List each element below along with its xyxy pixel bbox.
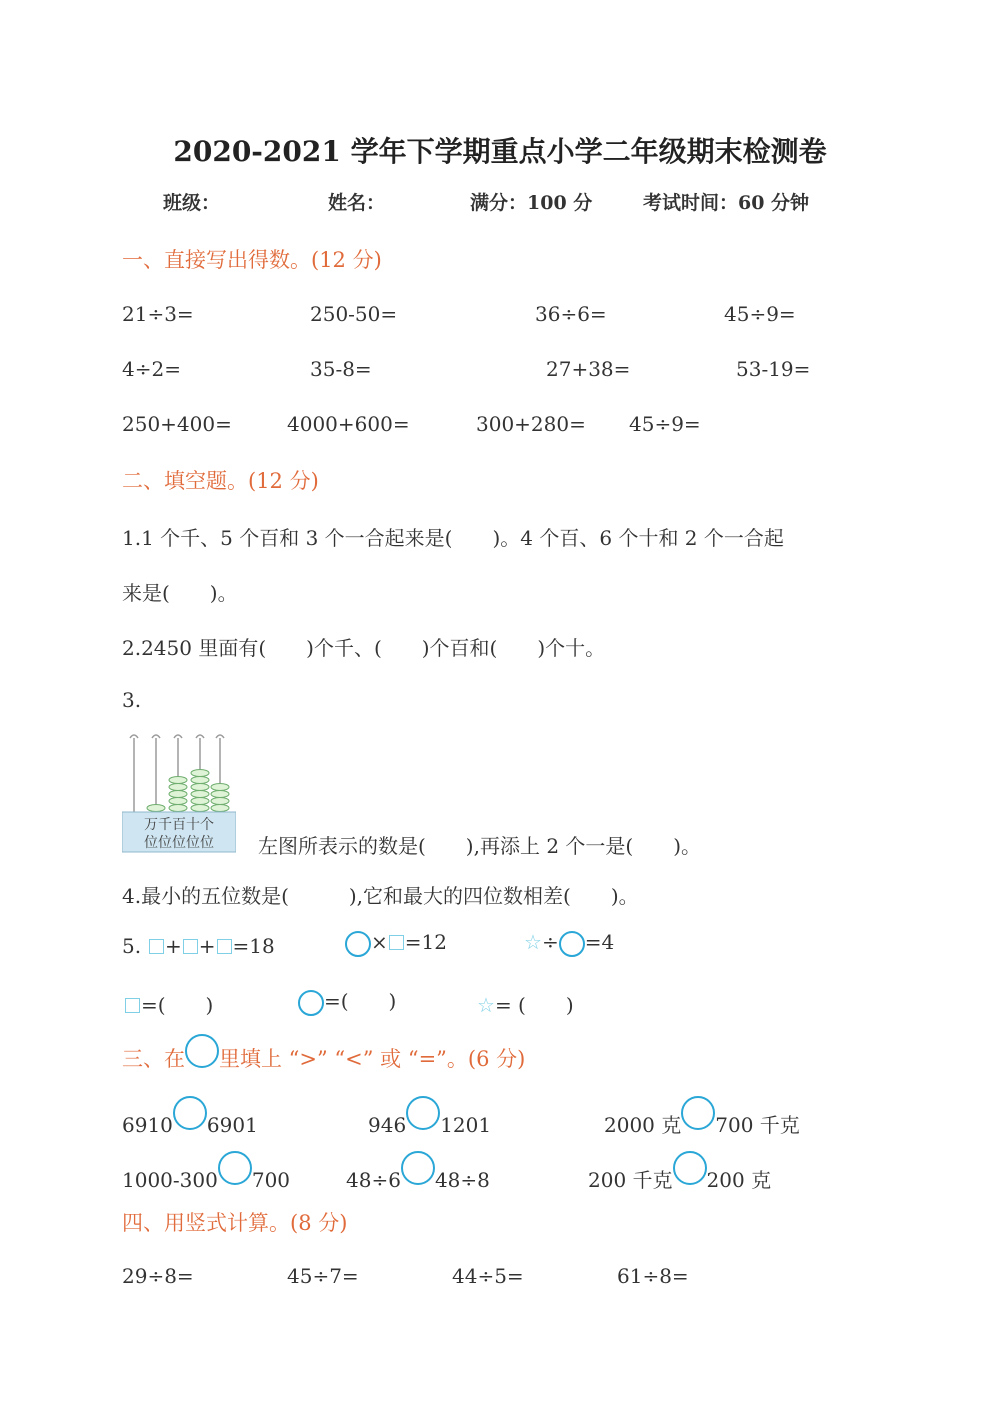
s4-item: 29÷8=	[122, 1264, 194, 1288]
circle-icon	[185, 1034, 219, 1068]
question-1-line2: 来是( )。	[122, 581, 238, 605]
time-label: 考试时间：60 分钟	[643, 192, 810, 214]
question-3-number: 3.	[122, 688, 142, 712]
s1-item: 250+400=	[122, 412, 232, 436]
compare-item: 6910 6901	[122, 1096, 258, 1137]
circle-icon[interactable]	[406, 1096, 440, 1130]
s4-item: 45÷7=	[287, 1264, 359, 1288]
s1-item: 53-19=	[736, 357, 811, 381]
circle-icon[interactable]	[681, 1096, 715, 1130]
s4-item: 44÷5=	[452, 1264, 524, 1288]
star-icon: ☆	[524, 930, 542, 954]
circle-icon	[559, 931, 585, 957]
question-5-number: 5.	[122, 934, 142, 958]
s1-item: 4÷2=	[122, 357, 181, 381]
s1-item: 35-8=	[310, 357, 372, 381]
s1-item: 27+38=	[546, 357, 631, 381]
name-label: 姓名：	[328, 192, 386, 214]
question-1-line1: 1.1 个千、5 个百和 3 个一合起来是( )。4 个百、6 个十和 2 个一合起	[122, 526, 784, 550]
section4-heading: 四、用竖式计算。(8 分)	[122, 1211, 348, 1235]
star-icon: ☆	[477, 993, 495, 1017]
abacus-image	[122, 732, 236, 854]
square-icon	[125, 998, 140, 1013]
s4-item: 61÷8=	[617, 1264, 689, 1288]
q5-answer-circle: =( )	[298, 985, 396, 1016]
abacus-label-bottom: 位位位位位	[144, 835, 214, 851]
square-icon	[389, 935, 404, 950]
s1-item: 300+280=	[476, 412, 586, 436]
s1-item: 36÷6=	[535, 302, 607, 326]
question-4: 4.最小的五位数是( ),它和最大的四位数相差( )。	[122, 884, 639, 908]
circle-icon[interactable]	[673, 1151, 707, 1185]
q5-answer-star: ☆= ( )	[477, 993, 574, 1017]
square-icon	[217, 939, 232, 954]
q5-answer-square: =( )	[124, 989, 213, 1018]
section1-heading: 一、直接写出得数。(12 分)	[122, 248, 382, 272]
abacus-label-top: 万千百十个	[144, 817, 214, 833]
circle-icon[interactable]	[401, 1151, 435, 1185]
compare-item: 1000-300 700	[122, 1151, 290, 1192]
section3-heading: 三、在 里填上 “>” “<” 或 “=”。(6 分)	[122, 1034, 525, 1073]
compare-item: 48÷6 48÷8	[346, 1151, 490, 1192]
question-3-text: 左图所表示的数是( ),再添上 2 个一是( )。	[258, 834, 702, 858]
compare-item: 2000 克 700 千克	[604, 1096, 800, 1138]
s1-item: 45÷9=	[724, 302, 796, 326]
q5-equation-2: × =12	[345, 930, 447, 957]
section2-heading: 二、填空题。(12 分)	[122, 469, 319, 493]
s1-item: 21÷3=	[122, 302, 194, 326]
circle-icon	[345, 931, 371, 957]
circle-icon[interactable]	[218, 1151, 252, 1185]
score-label: 满分：100 分	[470, 192, 593, 214]
s1-item: 45÷9=	[629, 412, 701, 436]
square-icon	[183, 939, 198, 954]
circle-icon	[298, 990, 324, 1016]
class-label: 班级：	[163, 192, 221, 214]
compare-item: 200 千克 200 克	[588, 1151, 771, 1193]
s1-item: 4000+600=	[287, 412, 410, 436]
compare-item: 946 1201	[368, 1096, 491, 1137]
square-icon	[149, 939, 164, 954]
page-title: 2020-2021 学年下学期重点小学二年级期末检测卷	[173, 135, 827, 168]
question-2: 2.2450 里面有( )个千、( )个百和( )个十。	[122, 636, 606, 660]
circle-icon[interactable]	[173, 1096, 207, 1130]
s1-item: 250-50=	[310, 302, 398, 326]
q5-equation-1: + + =18	[148, 934, 275, 958]
q5-equation-3: ☆÷ =4	[524, 930, 614, 957]
